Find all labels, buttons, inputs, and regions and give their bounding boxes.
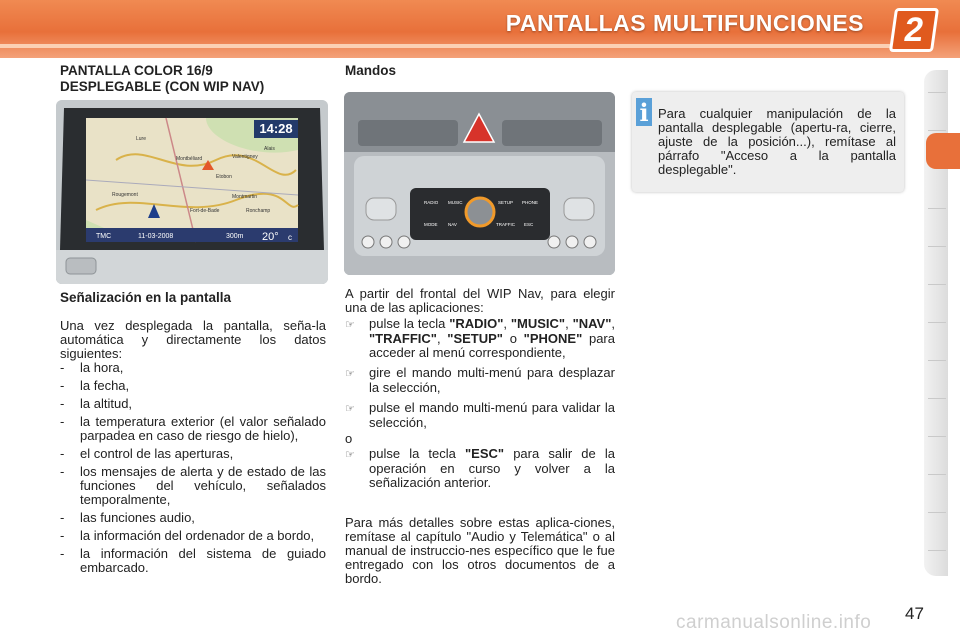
preset-button [398, 236, 410, 248]
controls-panel-illustration [344, 92, 615, 275]
more-details-paragraph: Para más detalles sobre estas aplica-ciones, remítase al capítulo "Audio y Telemática" o al manual de instruccio-nes específico que le fue entregado con los otros documentos de a bordo. [345, 515, 615, 586]
panel-button-label: RADIO [424, 200, 439, 205]
tab-marker [928, 550, 946, 551]
map-place: Etobon [216, 174, 232, 180]
preset-button [548, 236, 560, 248]
volume-control [366, 198, 396, 220]
chapter-badge [889, 8, 939, 52]
preset-button [584, 236, 596, 248]
seek-control [564, 198, 594, 220]
step-item: ☞ pulse la tecla "RADIO", "MUSIC", "NAV", "TRAFFIC", "SETUP" o "PHONE" para acceder al menú correspondiente, [345, 316, 615, 360]
tab-marker [928, 436, 946, 437]
multi-menu-knob [466, 198, 494, 226]
clock-display: 14:28 [259, 121, 293, 136]
section-heading: Mandos [345, 63, 397, 78]
watermark: carmanualsonline.info [676, 612, 872, 633]
tab-marker [928, 474, 946, 475]
panel-button-label: TRAFFIC [496, 222, 515, 227]
panel-button-label: ESC [524, 222, 534, 227]
map-place: Rougemont [112, 192, 138, 198]
info-icon: i [636, 98, 652, 126]
map-place: Ronchamp [246, 208, 271, 214]
intro-paragraph: Una vez desplegada la pantalla, seña-la automática y directamente los datos siguientes: [60, 318, 326, 361]
map-place: Montmartin [232, 194, 258, 200]
list-item: - las funciones audio, [60, 510, 195, 525]
tab-marker [928, 284, 946, 285]
controls-intro: A partir del frontal del WIP Nav, para elegir una de las aplicaciones: [345, 286, 615, 315]
panel-button-label: PHONE [522, 200, 539, 205]
panel-button-label: SETUP [498, 200, 514, 205]
arrow-bullet-icon: ☞ [345, 368, 355, 380]
temperature-display: 20° [262, 231, 279, 243]
tab-marker [928, 208, 946, 209]
map-place: Alais [264, 146, 275, 152]
step-item: ☞ pulse la tecla "ESC" para salir de la operación en curso y volver a la señalización anterior. [345, 446, 615, 490]
preset-button [380, 236, 392, 248]
controls-panel-photo [344, 92, 615, 275]
step-item: ☞ pulse el mando multi-menú para validar la selección, [345, 400, 615, 430]
list-item: - la fecha, [60, 378, 130, 393]
map-place: Valentigney [232, 154, 258, 160]
heading-line: PANTALLA COLOR 16/9 [60, 63, 213, 78]
controls-steps-alt [345, 447, 615, 496]
arrow-bullet-icon: ☞ [345, 449, 355, 461]
list-item: - la altitud, [60, 396, 133, 411]
list-item: - la información del ordenador de a bordo, [60, 528, 315, 543]
display-screen-photo [56, 100, 328, 284]
preset-button [362, 236, 374, 248]
map-place: Fort-de-Bade [190, 208, 220, 214]
info-text: Para cualquier manipulación de la pantalla desplegable (apertu-ra, cierre, ajuste de la posición...), remítase al párrafo "Acceso a la pantalla desplegable". [658, 106, 896, 177]
distance-display: 300m [226, 233, 244, 240]
page-number: 47 [905, 604, 924, 623]
preset-button [566, 236, 578, 248]
tab-marker [928, 322, 946, 323]
chapter-number: 2 [901, 10, 927, 49]
arrow-bullet-icon: ☞ [345, 319, 355, 331]
dashboard-button [66, 258, 96, 274]
display-screen-illustration [56, 100, 328, 284]
map-place: Lure [136, 136, 147, 142]
panel-button-label: NAV [448, 222, 457, 227]
tab-marker [928, 92, 946, 93]
or-separator: o [345, 431, 353, 446]
tab-marker [928, 512, 946, 513]
list-item: - la temperatura exterior (el valor señalado parpadea en caso de riesgo de hielo), [60, 414, 326, 443]
arrow-bullet-icon: ☞ [345, 403, 355, 415]
panel-button-label: MUSIC [448, 200, 463, 205]
section-heading [60, 63, 264, 95]
tab-marker [928, 360, 946, 361]
list-item: - el control de las aperturas, [60, 446, 234, 461]
subsection-title: Señalización en la pantalla [60, 290, 232, 305]
tab-marker [928, 246, 946, 247]
temperature-unit: c [288, 233, 292, 242]
list-item: - la información del sistema de guiado embarcado. [60, 546, 326, 575]
active-chapter-tab[interactable] [926, 133, 960, 169]
controls-steps [345, 317, 615, 436]
map-place: Montbéliard [176, 156, 203, 162]
tmc-label: TMC [96, 233, 112, 240]
list-item: - la hora, [60, 360, 124, 375]
list-item: - los mensajes de alerta y de estado de las funciones del vehículo, señalados temporalmente, [60, 464, 326, 507]
page-title: PANTALLAS MULTIFUNCIONES [505, 10, 864, 36]
tab-marker [928, 398, 946, 399]
panel-button-label: MODE [424, 222, 438, 227]
heading-line: DESPLEGABLE (CON WIP NAV) [60, 79, 265, 94]
tab-marker [928, 130, 946, 131]
header-divider [0, 44, 900, 48]
data-list [60, 361, 326, 579]
date-display: 11-03-2008 [138, 233, 174, 240]
step-item: ☞ gire el mando multi-menú para desplazar la selección, [345, 365, 615, 395]
